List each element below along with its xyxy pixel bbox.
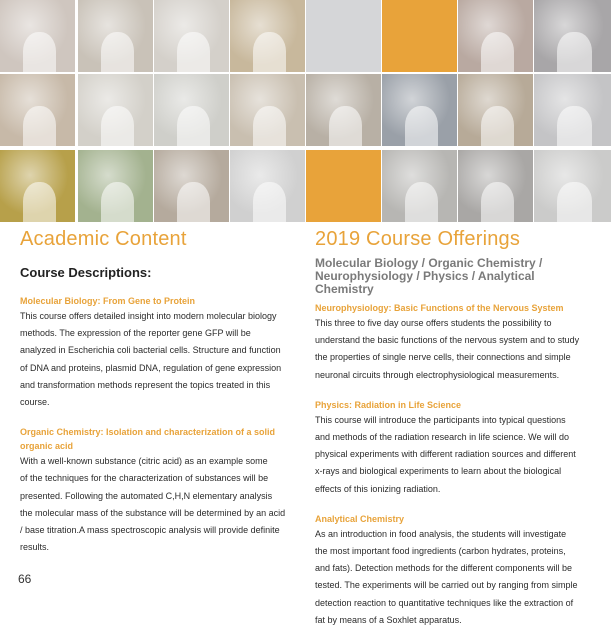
course-descriptions-subheading: Course Descriptions:: [20, 265, 152, 280]
text-line: This course will introduce the participants into typical questions: [315, 414, 566, 425]
photo-tile: [78, 150, 153, 222]
photo-tile: [534, 0, 611, 72]
left-column: [20, 228, 300, 556]
text-line: of the techniques for the characterization of substances will be: [20, 473, 269, 484]
text-line: analyzed in Escherichia coli bacterial cells. Structure and function: [20, 345, 281, 356]
course-molecular-biology: [20, 294, 300, 411]
text-line: the molecular mass of the substance will be determined by an acid: [20, 507, 286, 518]
text-line: x-rays and biological experiments to learn about the biological: [315, 466, 562, 477]
course-title: Analytical Chemistry: [315, 513, 405, 524]
photo-tile: [458, 150, 533, 222]
course-offerings-subheading: [315, 257, 595, 296]
text-line: With a well-known substance (citric acid) as an example some: [20, 456, 268, 467]
text-line: the most important food ingredients (carbon hydrates, proteins,: [315, 546, 566, 557]
photo-mosaic: [0, 0, 611, 222]
course-title: [20, 425, 300, 453]
text-line: presented. Following the automated C,H,N elementary analysis: [20, 490, 273, 501]
subheading-line: Molecular Biology / Organic Chemistry /: [315, 256, 543, 270]
text-line: tested. The experiments will be carried out by ranging from simple: [315, 580, 578, 591]
color-tile: [306, 150, 381, 222]
course-title: Molecular Biology: From Gene to Protein: [20, 296, 196, 306]
photo-tile: [230, 0, 305, 72]
photo-tile: [0, 0, 75, 72]
text-line: and fats). Detection methods for the different components will be: [315, 563, 572, 574]
text-line: detection reaction to quantitative techniques like the extraction of: [315, 597, 574, 608]
photo-tile: [0, 74, 75, 146]
photo-tile: [230, 74, 305, 146]
text-line: and transformation methods represent the topics treated in this: [20, 379, 271, 390]
course-description: [20, 453, 300, 556]
text-line: fat by means of a Soxhlet apparatus.: [315, 614, 462, 625]
academic-content-heading: Academic Content: [20, 228, 187, 250]
text-line: This three to five day ourse offers students the possibility to: [315, 318, 552, 328]
course-description: [20, 308, 300, 411]
text-line: neuronal circuits through electrophysiological measurements.: [315, 369, 560, 380]
course-organic-chemistry: [20, 425, 300, 556]
course-physics: [315, 398, 595, 498]
course-neurophysiology: [315, 301, 595, 384]
title-line: Organic Chemistry: Isolation and characterization of a solid: [20, 427, 276, 438]
text-line: the properties of single nerve cells, their connections and simple: [315, 352, 571, 363]
photo-tile: [78, 74, 153, 146]
photo-tile: [534, 74, 611, 146]
course-title: Neurophysiology: Basic Functions of the Nervous System: [315, 303, 564, 313]
text-line: and methods of the radiation research in life science. We will do: [315, 432, 569, 443]
course-analytical-chemistry: [315, 512, 595, 629]
color-tile: [382, 0, 457, 72]
photo-tile: [154, 0, 229, 72]
text-line: methods. The expression of the reporter gene GFP will be: [20, 328, 251, 339]
photo-tile: [382, 74, 457, 146]
text-line: As an introduction in food analysis, the students will investigate: [315, 528, 567, 539]
text-line: effects of this ionizing radiation.: [315, 483, 441, 494]
page-number: 66: [18, 572, 32, 586]
text-line: / base titration.A mass spectroscopic analysis will provide definite: [20, 525, 280, 536]
photo-tile: [230, 150, 305, 222]
course-description: [315, 412, 595, 498]
text-line: course.: [20, 397, 50, 408]
title-line: organic acid: [20, 441, 74, 452]
text-line: This course offers detailed insight into modern molecular biology: [20, 311, 277, 321]
photo-tile: [458, 0, 533, 72]
photo-tile: [534, 150, 611, 222]
course-offerings-heading: 2019 Course Offerings: [315, 228, 521, 250]
photo-tile: [458, 74, 533, 146]
text-line: results.: [20, 542, 50, 553]
photo-tile: [382, 150, 457, 222]
text-line: physical experiments with different radiation sources and different: [315, 449, 576, 460]
photo-tile: [306, 74, 381, 146]
subheading-line: Neurophysiology / Physics / Analytical Chemistry: [315, 269, 535, 296]
photo-tile: [0, 150, 75, 222]
photo-tile: [154, 150, 229, 222]
course-title: Physics: Radiation in Life Science: [315, 399, 462, 410]
course-description: [315, 315, 595, 384]
text-line: understand the basic functions of the nervous system and to study: [315, 335, 580, 346]
color-tile: [306, 0, 381, 72]
photo-tile: [154, 74, 229, 146]
photo-tile: [78, 0, 153, 72]
text-line: of DNA and proteins, plasmid DNA, regulation of gene expression: [20, 362, 282, 373]
course-description: [315, 526, 595, 629]
right-column: [315, 228, 595, 629]
